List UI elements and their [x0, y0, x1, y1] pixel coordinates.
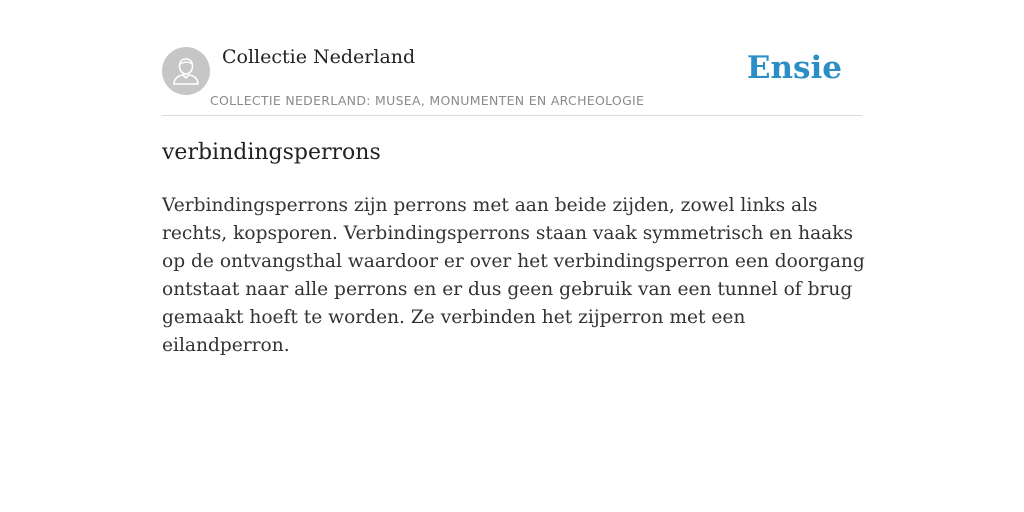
avatar[interactable]	[162, 47, 210, 95]
entry-header	[162, 40, 862, 116]
entry-term: verbindingsperrons	[162, 140, 381, 165]
author-name[interactable]: Collectie Nederland	[222, 46, 416, 68]
site-logo[interactable]: Ensie	[746, 50, 842, 86]
entry-definition: Verbindingsperrons zijn perrons met aan beide zijden, zowel links als rechts, kopsporen. Verbindingsperrons staan vaak symmetrisch en haaks op de ontvangsthal waardoor er over het verbindingsperron een doorgang ontstaat naar alle perrons en er dus geen gebruik van een tunnel of brug gemaakt hoeft te worden. Ze verbinden het zijperron met een eilandperron.	[162, 195, 865, 356]
user-silhouette-icon	[162, 47, 210, 95]
source-label[interactable]: COLLECTIE NEDERLAND: MUSEA, MONUMENTEN EN ARCHEOLOGIE	[210, 93, 645, 108]
